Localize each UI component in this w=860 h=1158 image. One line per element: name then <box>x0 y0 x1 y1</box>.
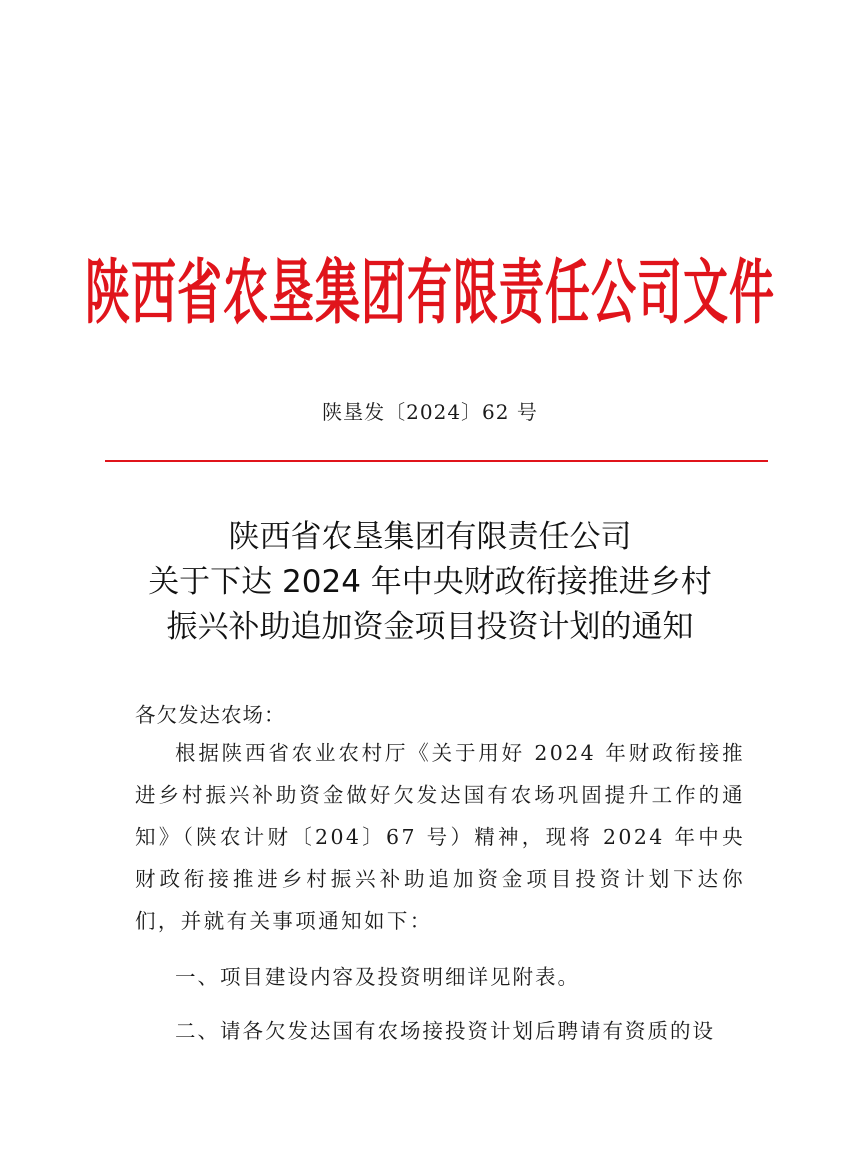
document-title <box>0 515 860 650</box>
list-item: 一、项目建设内容及投资明细详见附表。 <box>175 965 580 989</box>
document-number: 陕垦发〔2024〕62 号 <box>322 400 538 424</box>
issuer-red-header: 陕西省农垦集团有限责任公司文件 <box>84 251 775 334</box>
title-line-3: 振兴补助追加资金项目投资计划的通知 <box>166 609 694 645</box>
body-paragraph: 根据陕西省农业农村厅《关于用好 2024 年财政衔接推进乡村振兴补助资金做好欠发达国有农场巩固提升工作的通知》（陕农计财〔204〕67 号）精神，现将 2024 年中央财政衔接推进乡村振兴补助追加资金项目投资计划下达你们，并就有关事项通知如下： <box>135 741 745 933</box>
title-line-1: 陕西省农垦集团有限责任公司 <box>228 519 632 555</box>
red-divider-line <box>105 460 768 462</box>
title-line-2: 关于下达 2024 年中央财政衔接推进乡村 <box>148 564 712 600</box>
salutation: 各欠发达农场： <box>135 703 286 727</box>
list-item: 二、请各欠发达国有农场接投资计划后聘请有资质的设 <box>175 1019 715 1043</box>
